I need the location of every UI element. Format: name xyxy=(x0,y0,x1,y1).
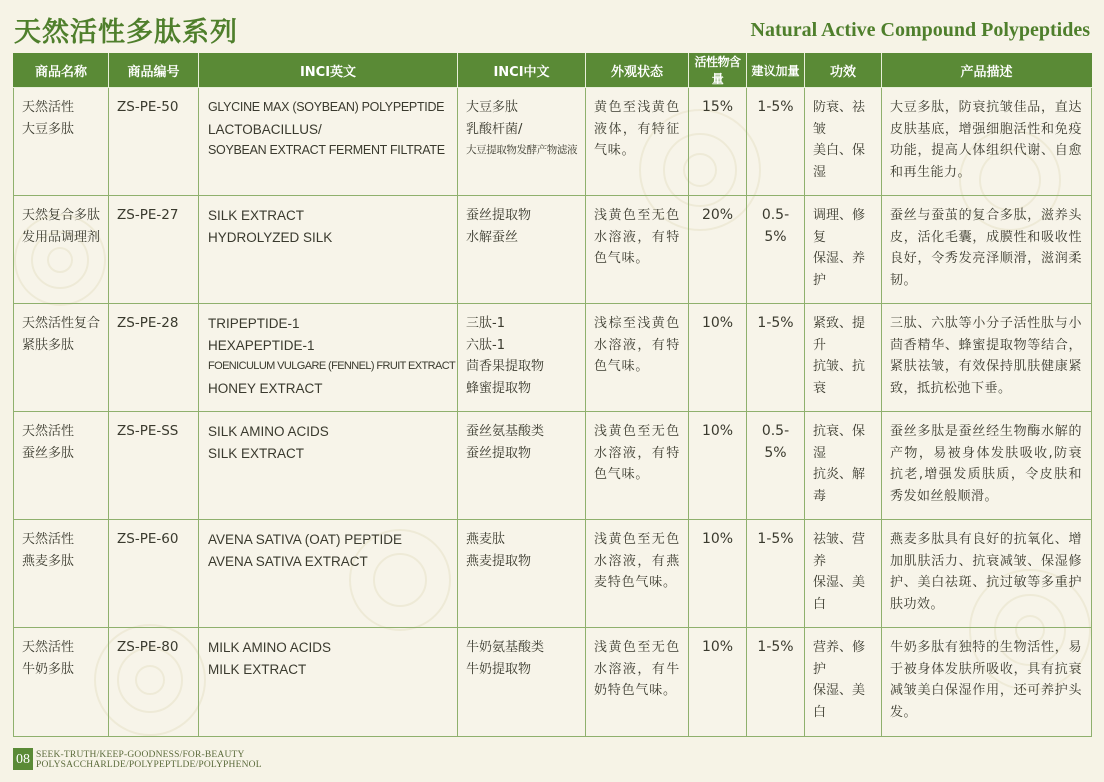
inci-cn-cell: 大豆多肽 乳酸杆菌/ 大豆提取物发酵产物滤液 xyxy=(458,88,586,196)
efficacy-cell: 祛皱、营养 保湿、美白 xyxy=(805,520,882,628)
footer-slogan: SEEK-TRUTH/KEEP-GOODNESS/FOR-BEAUTY POLYSACCHARLDE/POLYPEPTLDE/POLYPHENOL xyxy=(36,750,262,770)
inci-cn-cell: 蚕丝提取物 水解蚕丝 xyxy=(458,196,586,304)
column-header: 商品名称 xyxy=(14,53,109,88)
column-header: 产品描述 xyxy=(882,53,1092,88)
dosage-cell: 0.5-5% xyxy=(747,196,805,304)
efficacy-cell: 紧致、提升 抗皱、抗衰 xyxy=(805,304,882,412)
content-cell: 10% xyxy=(689,304,747,412)
product-code-cell: ZS-PE-50 xyxy=(109,88,199,196)
table-row xyxy=(14,304,1092,412)
column-header: INCI中文 xyxy=(458,53,586,88)
content-cell: 10% xyxy=(689,520,747,628)
inci-en-cell: SILK EXTRACT HYDROLYZED SILK xyxy=(199,196,458,304)
dosage-cell: 1-5% xyxy=(747,628,805,737)
appearance-cell: 黄色至浅黄色液体，有特征气味。 xyxy=(586,88,689,196)
efficacy-cell: 抗衰、保湿 抗炎、解毒 xyxy=(805,412,882,520)
product-name-cell: 天然活性 燕麦多肽 xyxy=(14,520,109,628)
product-name-cell: 天然复合多肽 发用品调理剂 xyxy=(14,196,109,304)
inci-cn-cell: 三肽-1 六肽-1 茴香果提取物 蜂蜜提取物 xyxy=(458,304,586,412)
description-cell: 大豆多肽，防衰抗皱佳品，直达皮肤基底，增强细胞活性和免疫功能，提高人体组织代谢、自愈和再生能力。 xyxy=(882,88,1092,196)
product-name-cell: 天然活性 蚕丝多肽 xyxy=(14,412,109,520)
product-table xyxy=(13,53,1092,737)
product-code-cell: ZS-PE-28 xyxy=(109,304,199,412)
column-header: 建议加量 xyxy=(747,53,805,88)
efficacy-cell: 防衰、祛皱 美白、保湿 xyxy=(805,88,882,196)
inci-en-cell: SILK AMINO ACIDS SILK EXTRACT xyxy=(199,412,458,520)
efficacy-cell: 调理、修复 保湿、养护 xyxy=(805,196,882,304)
table-row xyxy=(14,412,1092,520)
inci-cn-cell: 牛奶氨基酸类 牛奶提取物 xyxy=(458,628,586,737)
column-header: 商品编号 xyxy=(109,53,199,88)
table-header-row xyxy=(14,53,1092,88)
column-header: INCI英文 xyxy=(199,53,458,88)
product-code-cell: ZS-PE-27 xyxy=(109,196,199,304)
content-cell: 10% xyxy=(689,628,747,737)
appearance-cell: 浅黄色至无色水溶液，有牛奶特色气味。 xyxy=(586,628,689,737)
appearance-cell: 浅棕至浅黄色水溶液，有特色气味。 xyxy=(586,304,689,412)
description-cell: 蚕丝多肽是蚕丝经生物酶水解的产物，易被身体发肤吸收,防衰抗老,增强发质肤质，令皮肤和秀发如丝般顺滑。 xyxy=(882,412,1092,520)
inci-cn-cell: 燕麦肽 燕麦提取物 xyxy=(458,520,586,628)
table-row xyxy=(14,196,1092,304)
description-cell: 蚕丝与蚕茧的复合多肽，滋养头皮，活化毛囊，成膜性和吸收性良好，令秀发亮泽顺滑，滋润柔韧。 xyxy=(882,196,1092,304)
table-row xyxy=(14,88,1092,196)
content-cell: 10% xyxy=(689,412,747,520)
product-name-cell: 天然活性 牛奶多肽 xyxy=(14,628,109,737)
dosage-cell: 1-5% xyxy=(747,520,805,628)
table-row xyxy=(14,520,1092,628)
table-row xyxy=(14,628,1092,737)
appearance-cell: 浅黄色至无色水溶液，有特色气味。 xyxy=(586,412,689,520)
inci-en-cell: MILK AMINO ACIDS MILK EXTRACT xyxy=(199,628,458,737)
page-title-en: Natural Active Compound Polypeptides xyxy=(750,19,1090,41)
dosage-cell: 0.5-5% xyxy=(747,412,805,520)
page-number: 08 xyxy=(13,748,33,770)
product-code-cell: ZS-PE-60 xyxy=(109,520,199,628)
product-name-cell: 天然活性复合 紧肤多肽 xyxy=(14,304,109,412)
description-cell: 燕麦多肽具有良好的抗氧化、增加肌肤活力、抗衰减皱、保湿修护、美白祛斑、抗过敏等多重护肤功效。 xyxy=(882,520,1092,628)
page-title-cn: 天然活性多肽系列 xyxy=(14,17,238,48)
inci-cn-cell: 蚕丝氨基酸类 蚕丝提取物 xyxy=(458,412,586,520)
content-cell: 20% xyxy=(689,196,747,304)
dosage-cell: 1-5% xyxy=(747,88,805,196)
column-header: 活性物含量 xyxy=(689,53,747,88)
page-footer xyxy=(13,738,262,770)
description-cell: 牛奶多肽有独特的生物活性，易于被身体发肤所吸收，具有抗衰减皱美白保湿作用，还可养护头发。 xyxy=(882,628,1092,737)
appearance-cell: 浅黄色至无色水溶液，有燕麦特色气味。 xyxy=(586,520,689,628)
inci-en-cell: TRIPEPTIDE-1 HEXAPEPTIDE-1 FOENICULUM VULGARE (FENNEL) FRUIT EXTRACT HONEY EXTRACT xyxy=(199,304,458,412)
column-header: 功效 xyxy=(805,53,882,88)
product-code-cell: ZS-PE-SS xyxy=(109,412,199,520)
content-cell: 15% xyxy=(689,88,747,196)
description-cell: 三肽、六肽等小分子活性肽与小茴香精华、蜂蜜提取物等结合，紧肤祛皱，有效保持肌肤健康紧致，抵抗松弛下垂。 xyxy=(882,304,1092,412)
efficacy-cell: 营养、修护 保湿、美白 xyxy=(805,628,882,737)
dosage-cell: 1-5% xyxy=(747,304,805,412)
appearance-cell: 浅黄色至无色水溶液，有特色气味。 xyxy=(586,196,689,304)
product-name-cell: 天然活性 大豆多肽 xyxy=(14,88,109,196)
column-header: 外观状态 xyxy=(586,53,689,88)
product-code-cell: ZS-PE-80 xyxy=(109,628,199,737)
inci-en-cell: GLYCINE MAX (SOYBEAN) POLYPEPTIDE LACTOBACILLUS/ SOYBEAN EXTRACT FERMENT FILTRATE xyxy=(199,88,458,196)
inci-en-cell: AVENA SATIVA (OAT) PEPTIDE AVENA SATIVA EXTRACT xyxy=(199,520,458,628)
